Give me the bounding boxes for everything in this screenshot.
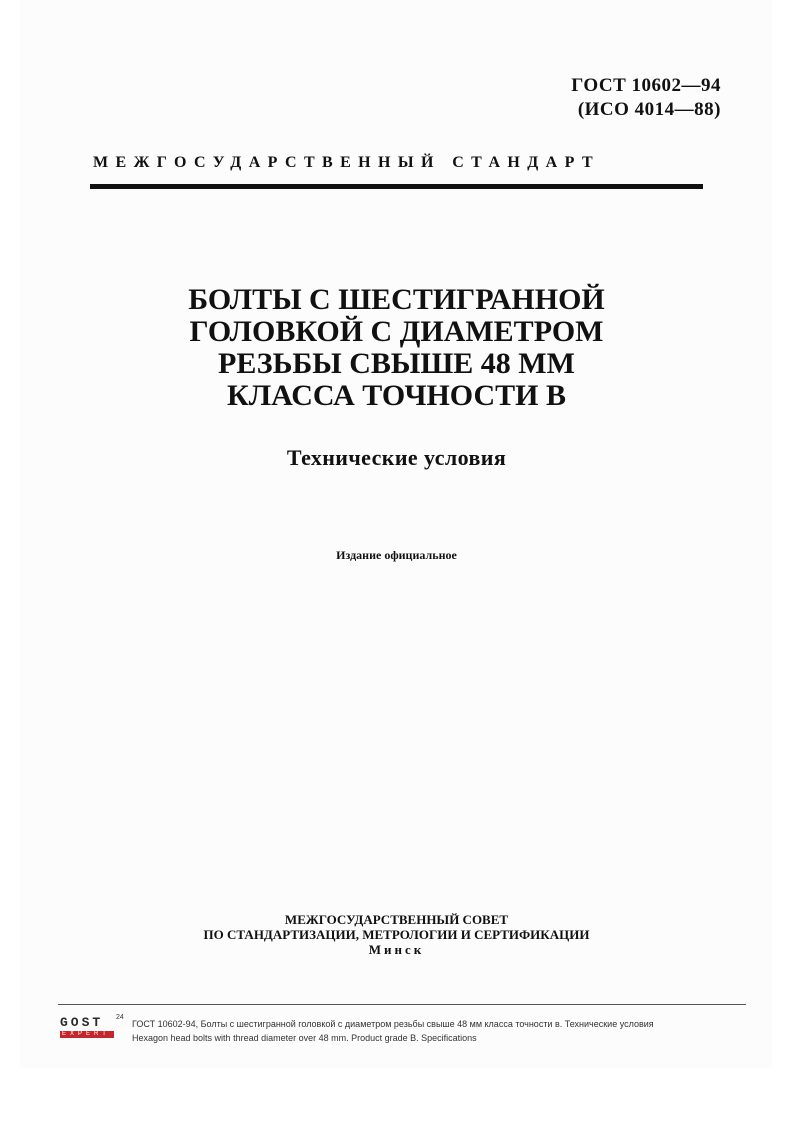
logo-text: GOST xyxy=(60,1015,104,1030)
footer-divider xyxy=(58,1004,746,1005)
iso-code: (ИСО 4014—88) xyxy=(577,99,721,120)
title-line: БОЛТЫ С ШЕСТИГРАННОЙ xyxy=(188,283,605,316)
document-title xyxy=(90,284,703,412)
publisher-city: Минск xyxy=(368,942,425,957)
publisher-block xyxy=(90,912,703,957)
standard-type-label: МЕЖГОСУДАРСТВЕННЫЙ СТАНДАРТ xyxy=(93,154,601,171)
edition-note: Издание официальное xyxy=(336,548,457,562)
standard-codes xyxy=(571,74,721,122)
gost-code: ГОСТ 10602—94 xyxy=(571,75,721,96)
title-line: РЕЗЬБЫ СВЫШЕ 48 ММ xyxy=(218,347,575,380)
title-line: ГОЛОВКОЙ С ДИАМЕТРОМ xyxy=(189,315,604,348)
footer-title-ru: ГОСТ 10602-94, Болты с шестигранной головкой с диаметром резьбы свыше 48 мм класса точности в. Технические условия xyxy=(132,1019,654,1029)
publisher-line: МЕЖГОСУДАРСТВЕННЫЙ СОВЕТ xyxy=(284,912,509,927)
header-divider xyxy=(90,184,703,189)
footer-title-en: Hexagon head bolts with thread diameter over 48 mm. Product grade B. Specifications xyxy=(132,1033,477,1043)
document-subtitle: Технические условия xyxy=(286,445,507,470)
footer-caption xyxy=(132,1017,654,1045)
logo-subbar: EXPERT xyxy=(60,1031,114,1038)
logo-superscript: 24 xyxy=(116,1014,124,1021)
gost-expert-logo xyxy=(60,1014,124,1042)
publisher-line: ПО СТАНДАРТИЗАЦИИ, МЕТРОЛОГИИ И СЕРТИФИКАЦИИ xyxy=(203,927,590,942)
title-line: КЛАССА ТОЧНОСТИ В xyxy=(226,379,567,412)
